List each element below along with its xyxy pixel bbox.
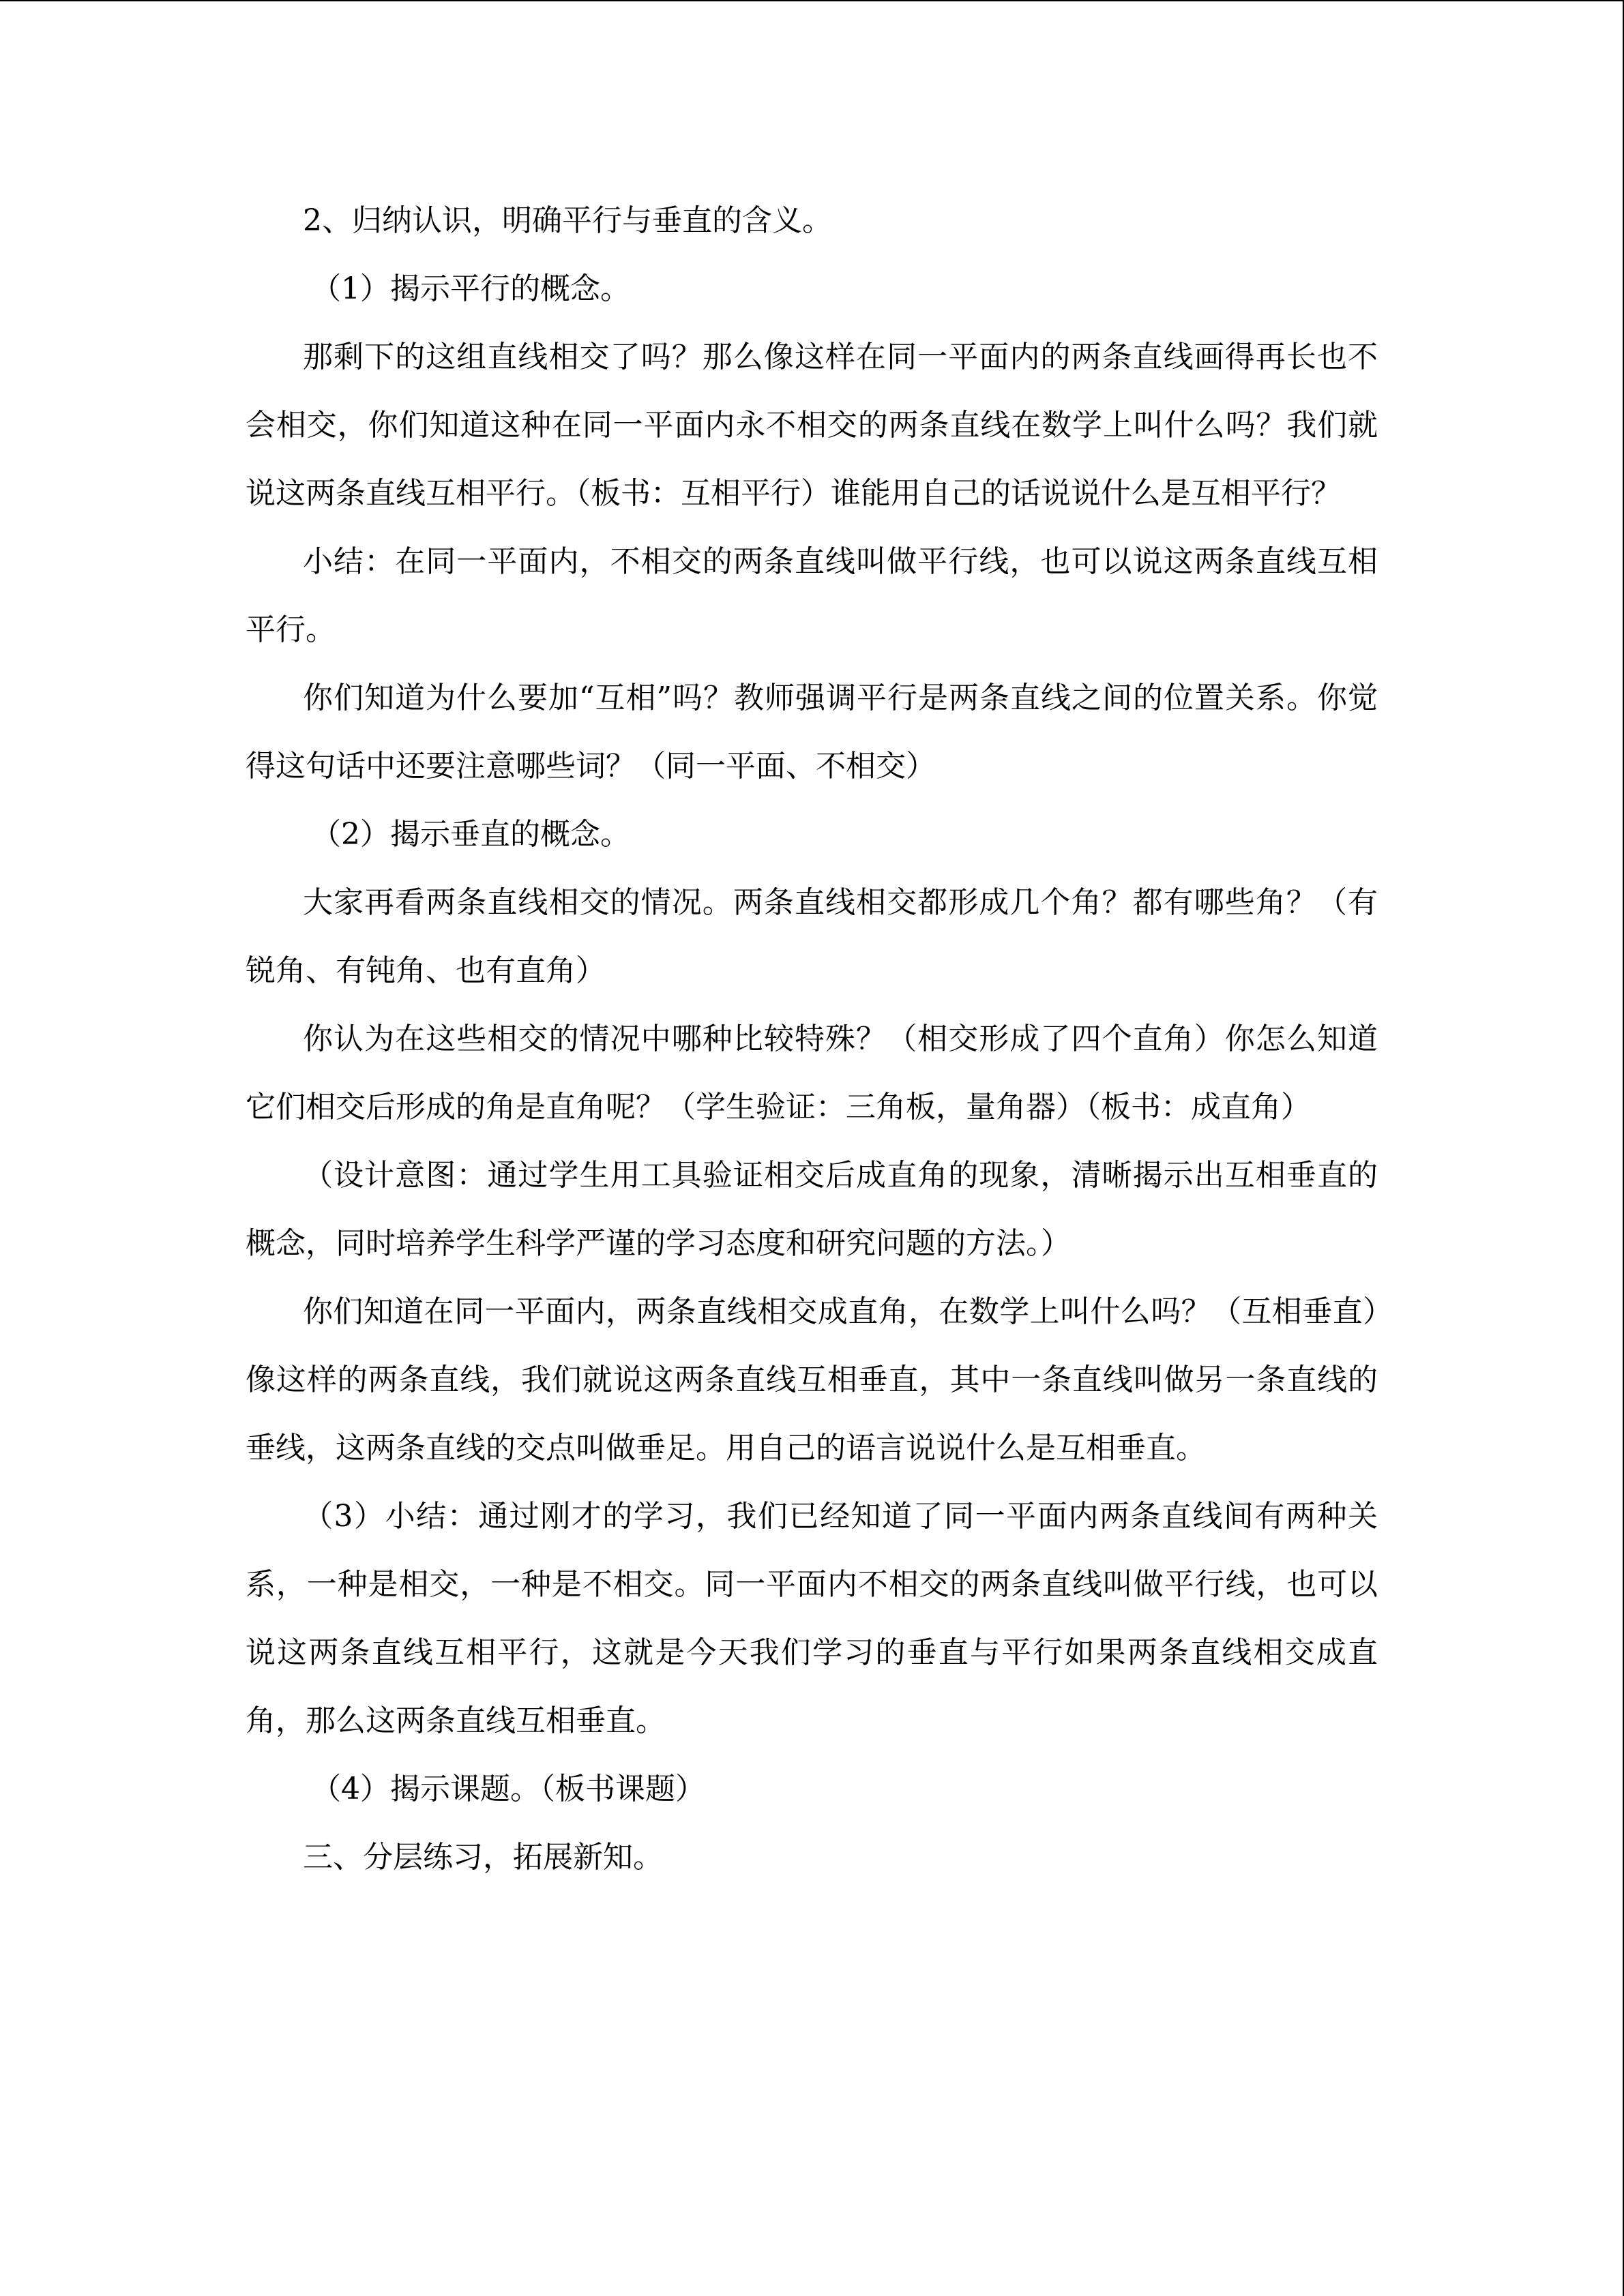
paragraph-parallel-summary: 小结：在同一平面内，不相交的两条直线叫做平行线，也可以说这两条直线互相平行。 — [246, 544, 1378, 647]
paragraph-design-intent: （设计意图：通过学生用工具验证相交后成直角的现象，清晰揭示出互相垂直的概念，同时培养学生科学严谨的学习态度和研究问题的方法。） — [246, 1158, 1378, 1261]
paragraph-right-angle-special: 你认为在这些相交的情况中哪种比较特殊？（相交形成了四个直角）你怎么知道它们相交后形成的角是直角呢？（学生验证：三角板，量角器）（板书：成直角） — [246, 1022, 1378, 1124]
paragraph-intersecting-angles: 大家再看两条直线相交的情况。两条直线相交都形成几个角？都有哪些角？（有锐角、有钝角、也有直角） — [246, 885, 1378, 988]
section-heading-2: 2、归纳认识，明确平行与垂直的含义。 — [303, 203, 832, 238]
subheading-parallel-concept: （1）揭示平行的概念。 — [311, 271, 630, 306]
paragraph-parallel-intro: 那剩下的这组直线相交了吗？那么像这样在同一平面内的两条直线画得再长也不会相交，你们知道这种在同一平面内永不相交的两条直线在数学上叫什么吗？我们就说这两条直线互相平行。（板书：互相平行）谁能用自己的话说说什么是互相平行？ — [246, 340, 1378, 511]
paragraph-overall-summary: （3）小结：通过刚才的学习，我们已经知道了同一平面内两条直线间有两种关系，一种是相交，一种是不相交。同一平面内不相交的两条直线叫做平行线，也可以说这两条直线互相平行，这就是今天我们学习的垂直与平行如果两条直线相交成直角，那么这两条直线互相垂直。 — [246, 1499, 1378, 1738]
paragraph-mutual-emphasis: 你们知道为什么要加“互相”吗？教师强调平行是两条直线之间的位置关系。你觉得这句话中还要注意哪些词？（同一平面、不相交） — [246, 681, 1378, 784]
subheading-perpendicular-concept: （2）揭示垂直的概念。 — [311, 817, 630, 852]
paragraph-perpendicular-definition: 你们知道在同一平面内，两条直线相交成直角，在数学上叫什么吗？（互相垂直）像这样的两条直线，我们就说这两条直线互相垂直，其中一条直线叫做另一条直线的垂线，这两条直线的交点叫做垂足。用自己的语言说说什么是互相垂直。 — [246, 1294, 1378, 1465]
document-body — [246, 187, 1378, 1892]
section-heading-3: 三、分层练习，拓展新知。 — [303, 1840, 663, 1875]
subheading-reveal-topic: （4）揭示课题。（板书课题） — [311, 1772, 705, 1806]
